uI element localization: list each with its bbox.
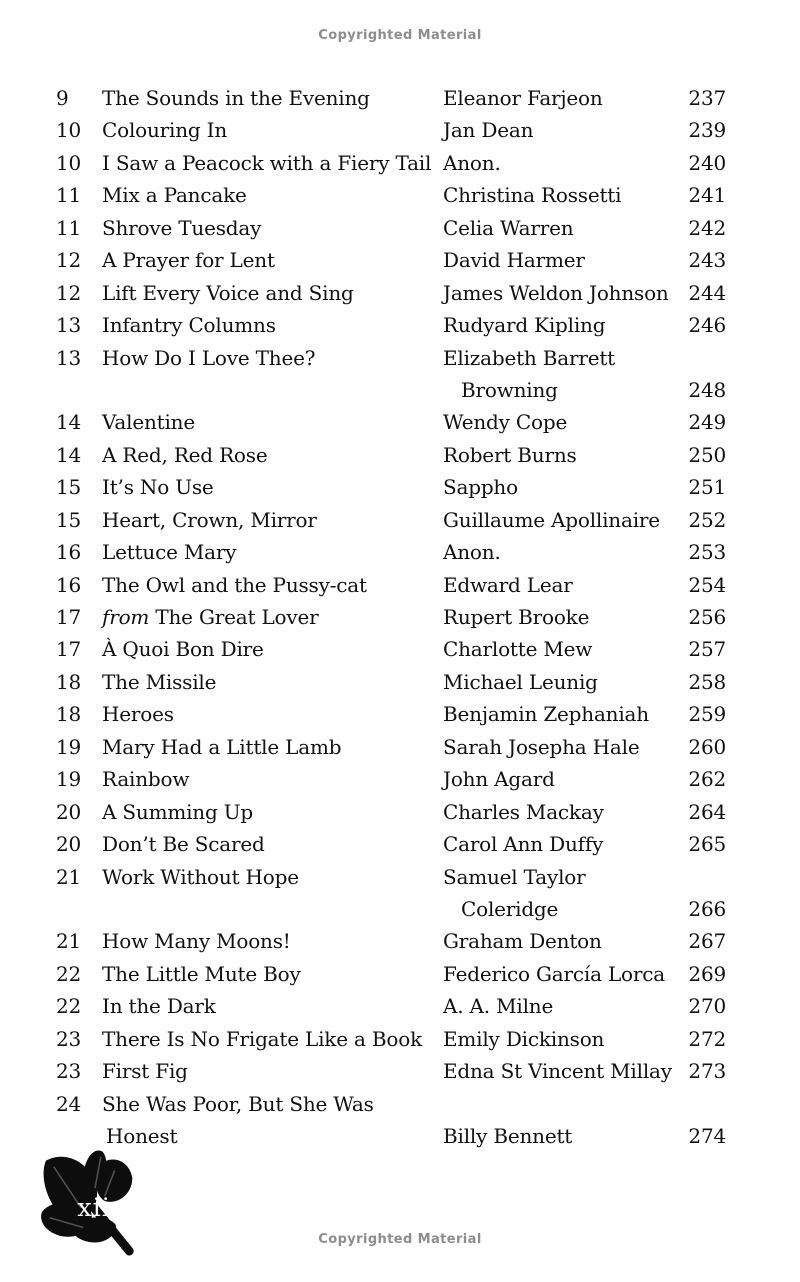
toc-entry-row bbox=[0, 504, 800, 536]
toc-entry-author: Billy Bennett bbox=[443, 1124, 573, 1148]
toc-entry-row bbox=[0, 342, 800, 374]
toc-entry-day: 20 bbox=[56, 832, 82, 857]
toc-entry-row bbox=[0, 439, 800, 471]
toc-entry-author: Anon. bbox=[443, 150, 501, 175]
toc-entry-day bbox=[56, 893, 102, 925]
table-of-contents bbox=[0, 82, 800, 1152]
toc-entry-day: 22 bbox=[56, 961, 82, 986]
toc-entry-author: Elizabeth Barrett bbox=[443, 345, 616, 370]
toc-entry-row bbox=[0, 763, 800, 795]
toc-entry-title: À Quoi Bon Dire bbox=[102, 637, 264, 662]
toc-entry-row bbox=[0, 114, 800, 146]
toc-entry-row bbox=[0, 374, 800, 406]
toc-entry-title bbox=[102, 893, 443, 925]
toc-entry-title: It’s No Use bbox=[102, 475, 214, 500]
toc-entry-row bbox=[0, 212, 800, 244]
toc-entry-day: 23 bbox=[56, 1026, 82, 1051]
toc-entry-title: In the Dark bbox=[102, 994, 216, 1019]
toc-entry-page: 262 bbox=[688, 767, 726, 792]
toc-entry-author: David Harmer bbox=[443, 248, 585, 273]
toc-entry-title: Heart, Crown, Mirror bbox=[102, 507, 317, 532]
toc-entry-row bbox=[0, 633, 800, 665]
toc-entry-row bbox=[0, 244, 800, 276]
toc-entry-page: 269 bbox=[688, 961, 726, 986]
toc-entry-title: Work Without Hope bbox=[102, 864, 299, 889]
toc-entry-row bbox=[0, 406, 800, 438]
toc-entry-day bbox=[56, 374, 102, 406]
toc-entry-title: There Is No Frigate Like a Book bbox=[102, 1026, 422, 1051]
toc-entry-page: 256 bbox=[688, 605, 726, 629]
toc-entry-day: 9 bbox=[56, 86, 69, 110]
toc-entry-author bbox=[443, 1088, 665, 1120]
toc-entry-page bbox=[665, 1088, 726, 1120]
toc-entry-page: 270 bbox=[688, 994, 726, 1019]
toc-entry-title: A Summing Up bbox=[102, 799, 254, 824]
toc-entry-day: 18 bbox=[56, 702, 82, 727]
toc-entry-day: 17 bbox=[56, 637, 82, 662]
toc-entry-author: Edward Lear bbox=[443, 572, 573, 597]
toc-entry-row bbox=[0, 601, 800, 633]
toc-entry-page: 241 bbox=[688, 183, 726, 208]
toc-entry-title: Rainbow bbox=[102, 767, 190, 792]
toc-entry-author: Graham Denton bbox=[443, 929, 602, 954]
toc-entry-row bbox=[0, 666, 800, 698]
toc-entry-page: 259 bbox=[688, 702, 726, 727]
toc-entry-day: 21 bbox=[56, 864, 82, 889]
toc-entry-page: 260 bbox=[688, 734, 726, 759]
toc-entry-page: 237 bbox=[688, 86, 726, 110]
toc-entry-title: Honest bbox=[106, 1124, 178, 1148]
toc-entry-page: 273 bbox=[688, 1059, 726, 1084]
toc-entry-row bbox=[0, 731, 800, 763]
toc-entry-day: 11 bbox=[56, 183, 82, 208]
toc-entry-title: The Missile bbox=[102, 669, 217, 694]
toc-entry-author: A. A. Milne bbox=[443, 994, 554, 1019]
toc-entry-page: 258 bbox=[688, 669, 726, 694]
toc-entry-row bbox=[0, 698, 800, 730]
toc-entry-page: 250 bbox=[688, 442, 726, 467]
toc-entry-author: Emily Dickinson bbox=[443, 1026, 605, 1051]
toc-entry-day: 19 bbox=[56, 767, 82, 792]
toc-entry-title: The Sounds in the Evening bbox=[102, 86, 370, 110]
toc-entry-day: 14 bbox=[56, 410, 82, 435]
toc-entry-day: 23 bbox=[56, 1059, 82, 1084]
toc-entry-day: 15 bbox=[56, 475, 82, 500]
toc-entry-page: 249 bbox=[688, 410, 726, 435]
toc-entry-row bbox=[0, 277, 800, 309]
toc-entry-author: Christina Rossetti bbox=[443, 183, 622, 208]
toc-entry-title: A Prayer for Lent bbox=[102, 248, 275, 273]
toc-entry-page: 239 bbox=[688, 118, 726, 143]
toc-entry-day: 11 bbox=[56, 215, 82, 240]
toc-entry-day: 12 bbox=[56, 248, 82, 273]
toc-entry-author: Benjamin Zephaniah bbox=[443, 702, 649, 727]
toc-entry-author: Guillaume Apollinaire bbox=[443, 507, 660, 532]
toc-entry-title bbox=[102, 601, 443, 633]
toc-entry-title: How Many Moons! bbox=[102, 929, 291, 954]
toc-entry-author: Wendy Cope bbox=[443, 410, 568, 435]
toc-entry-row bbox=[0, 893, 800, 925]
toc-entry-title: Colouring In bbox=[102, 118, 228, 143]
toc-entry-author: Rudyard Kipling bbox=[443, 313, 606, 338]
toc-entry-page bbox=[665, 861, 726, 893]
toc-entry-author: John Agard bbox=[443, 767, 555, 792]
toc-entry-page: 240 bbox=[688, 150, 726, 175]
toc-entry-title: The Owl and the Pussy-cat bbox=[102, 572, 367, 597]
toc-entry-page: 266 bbox=[688, 896, 726, 921]
toc-entry-page: 253 bbox=[688, 540, 726, 565]
toc-entry-day: 12 bbox=[56, 280, 82, 305]
toc-entry-page: 272 bbox=[688, 1026, 726, 1051]
toc-entry-page: 265 bbox=[688, 832, 726, 857]
toc-entry-row bbox=[0, 925, 800, 957]
toc-entry-title: She Was Poor, But She Was bbox=[102, 1091, 374, 1116]
toc-entry-author: James Weldon Johnson bbox=[443, 280, 669, 305]
toc-entry-row bbox=[0, 471, 800, 503]
toc-entry-row bbox=[0, 958, 800, 990]
toc-entry-author: Carol Ann Duffy bbox=[443, 832, 604, 857]
toc-entry-page bbox=[665, 342, 726, 374]
toc-entry-page: 274 bbox=[688, 1124, 726, 1148]
toc-entry-title: Don’t Be Scared bbox=[102, 832, 265, 857]
toc-entry-day: 10 bbox=[56, 150, 82, 175]
toc-entry-page: 251 bbox=[688, 475, 726, 500]
toc-entry-page: 257 bbox=[688, 637, 726, 662]
toc-entry-row bbox=[0, 990, 800, 1022]
toc-entry-page: 252 bbox=[688, 507, 726, 532]
toc-entry-row bbox=[0, 569, 800, 601]
toc-entry-title: Heroes bbox=[102, 702, 174, 727]
toc-entry-day: 20 bbox=[56, 799, 82, 824]
toc-entry-author: Sappho bbox=[443, 475, 518, 500]
toc-entry-title: Mary Had a Little Lamb bbox=[102, 734, 342, 759]
copyright-banner-top: Copyrighted Material bbox=[318, 28, 482, 43]
toc-entry-author: Sarah Josepha Hale bbox=[443, 734, 640, 759]
toc-entry-title: Mix a Pancake bbox=[102, 183, 247, 208]
toc-entry-day: 16 bbox=[56, 572, 82, 597]
toc-entry-page: 242 bbox=[688, 215, 726, 240]
folio-page-number: xii bbox=[77, 1192, 111, 1223]
toc-entry-title bbox=[102, 374, 443, 406]
toc-entry-page: 264 bbox=[688, 799, 726, 824]
toc-entry-author: Jan Dean bbox=[443, 118, 534, 143]
toc-entry-author: Federico García Lorca bbox=[443, 961, 665, 986]
toc-entry-day: 19 bbox=[56, 734, 82, 759]
title-text: The Great Lover bbox=[155, 605, 319, 629]
title-italic-prefix: from bbox=[102, 605, 150, 629]
toc-entry-title: First Fig bbox=[102, 1059, 188, 1084]
toc-entry-day: 17 bbox=[56, 605, 82, 629]
toc-entry-row bbox=[0, 82, 800, 114]
toc-entry-author: Anon. bbox=[443, 540, 501, 565]
toc-entry-author: Robert Burns bbox=[443, 442, 577, 467]
toc-entry-row bbox=[0, 309, 800, 341]
toc-entry-row bbox=[0, 147, 800, 179]
toc-entry-day: 21 bbox=[56, 929, 82, 954]
toc-entry-author: Charlotte Mew bbox=[443, 637, 593, 662]
toc-entry-author: Samuel Taylor bbox=[443, 864, 586, 889]
toc-entry-day: 15 bbox=[56, 507, 82, 532]
toc-entry-page: 248 bbox=[688, 377, 726, 402]
toc-entry-title: Lettuce Mary bbox=[102, 540, 237, 565]
toc-entry-page: 243 bbox=[688, 248, 726, 273]
toc-entry-day: 10 bbox=[56, 118, 82, 143]
copyright-banner-bottom: Copyrighted Material bbox=[318, 1232, 482, 1247]
toc-entry-author: Edna St Vincent Millay bbox=[443, 1059, 672, 1084]
toc-entry-page: 246 bbox=[688, 313, 726, 338]
toc-entry-title: Valentine bbox=[102, 410, 195, 435]
toc-entry-row bbox=[0, 179, 800, 211]
toc-entry-day: 13 bbox=[56, 313, 82, 338]
toc-entry-day: 22 bbox=[56, 994, 82, 1019]
toc-entry-row bbox=[0, 828, 800, 860]
toc-entry-row bbox=[0, 1055, 800, 1087]
toc-entry-title: I Saw a Peacock with a Fiery Tail bbox=[102, 150, 432, 175]
toc-entry-row bbox=[0, 536, 800, 568]
toc-entry-author: Browning bbox=[461, 377, 558, 402]
toc-entry-day: 24 bbox=[56, 1091, 82, 1116]
toc-entry-author: Rupert Brooke bbox=[443, 605, 590, 629]
toc-entry-row bbox=[0, 796, 800, 828]
toc-entry-day: 14 bbox=[56, 442, 82, 467]
toc-entry-author: Celia Warren bbox=[443, 215, 574, 240]
toc-entry-author: Eleanor Farjeon bbox=[443, 86, 603, 110]
toc-entry-title: Lift Every Voice and Sing bbox=[102, 280, 354, 305]
toc-entry-day: 16 bbox=[56, 540, 82, 565]
toc-entry-row bbox=[0, 1088, 800, 1120]
toc-entry-author: Michael Leunig bbox=[443, 669, 598, 694]
toc-entry-title: Shrove Tuesday bbox=[102, 215, 262, 240]
toc-entry-title: How Do I Love Thee? bbox=[102, 345, 316, 370]
toc-entry-day: 13 bbox=[56, 345, 82, 370]
toc-entry-day: 18 bbox=[56, 669, 82, 694]
toc-entry-row bbox=[0, 1023, 800, 1055]
toc-entry-row bbox=[0, 861, 800, 893]
toc-entry-title: A Red, Red Rose bbox=[102, 442, 268, 467]
toc-entry-page: 244 bbox=[688, 280, 726, 305]
toc-entry-title: Infantry Columns bbox=[102, 313, 276, 338]
toc-entry-page: 254 bbox=[688, 572, 726, 597]
toc-entry-author: Coleridge bbox=[461, 896, 559, 921]
toc-entry-author: Charles Mackay bbox=[443, 799, 604, 824]
toc-entry-title: The Little Mute Boy bbox=[102, 961, 301, 986]
toc-entry-page: 267 bbox=[688, 929, 726, 954]
